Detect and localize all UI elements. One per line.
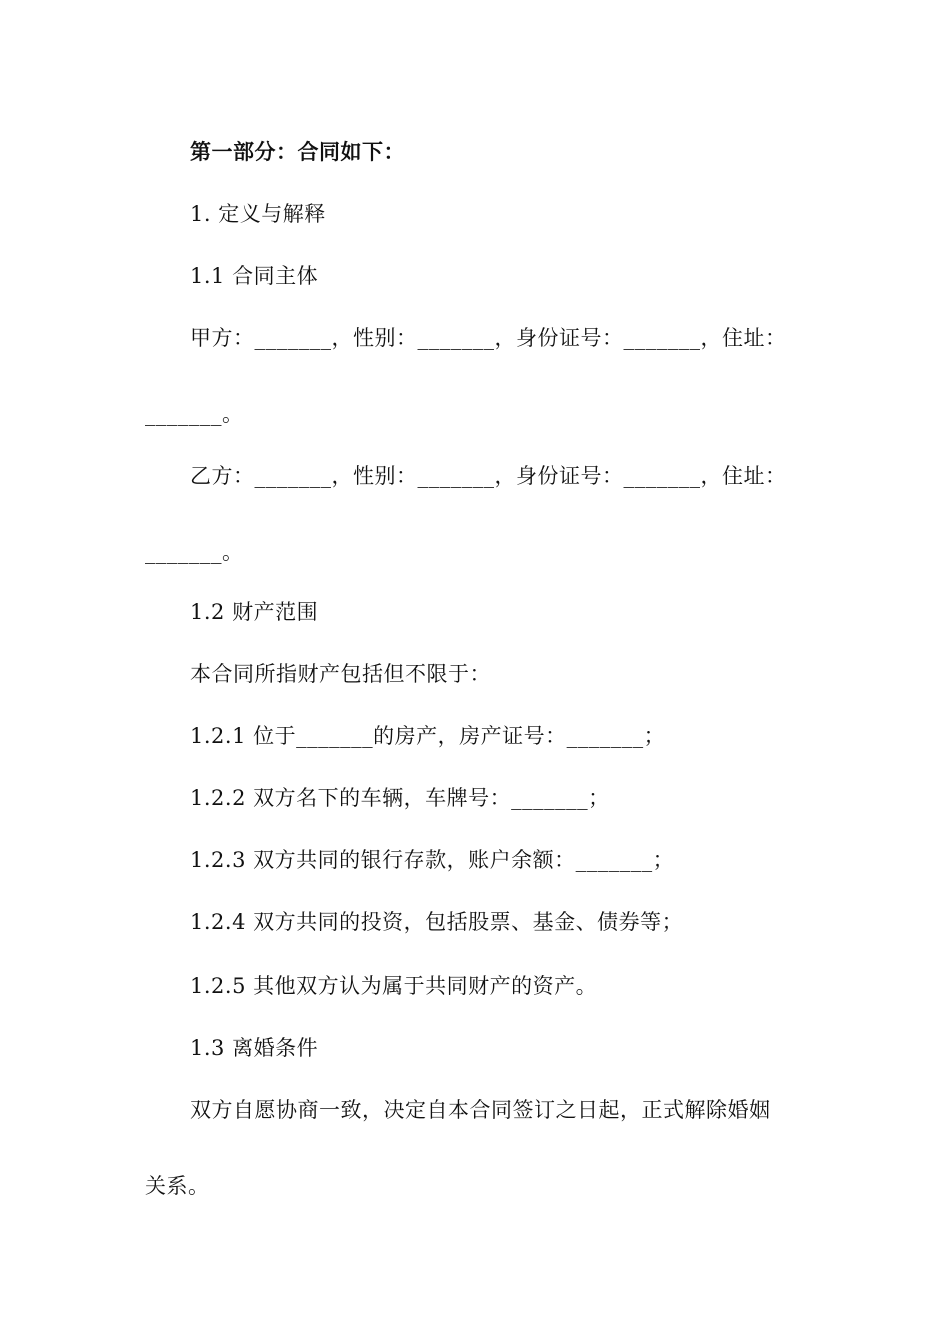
party-a-line-2: _______。 bbox=[145, 402, 244, 426]
property-item-1-2-4: 1.2.4 双方共同的投资，包括股票、基金、债券等； bbox=[190, 910, 684, 934]
divorce-text-line-2: 关系。 bbox=[145, 1174, 210, 1198]
property-intro: 本合同所指财产包括但不限于： bbox=[190, 662, 491, 686]
property-item-1-2-2: 1.2.2 双方名下的车辆，车牌号：_______； bbox=[190, 786, 610, 810]
part-heading: 第一部分：合同如下： bbox=[190, 139, 405, 164]
divorce-text-line-1: 双方自愿协商一致，决定自本合同签订之日起，正式解除婚姻 bbox=[190, 1098, 771, 1122]
property-item-1-2-3: 1.2.3 双方共同的银行存款，账户余额：_______； bbox=[190, 848, 675, 872]
party-b-line-1: 乙方：_______，性别：_______，身份证号：_______，住址： bbox=[190, 464, 787, 488]
section-1-title: 1. 定义与解释 bbox=[190, 202, 326, 226]
section-1-1-title: 1.1 合同主体 bbox=[190, 264, 319, 288]
section-1-3-title: 1.3 离婚条件 bbox=[190, 1036, 319, 1060]
property-item-1-2-1: 1.2.1 位于_______的房产，房产证号：_______； bbox=[190, 724, 666, 748]
property-item-1-2-5: 1.2.5 其他双方认为属于共同财产的资产。 bbox=[190, 974, 598, 998]
section-1-2-title: 1.2 财产范围 bbox=[190, 600, 319, 624]
party-a-line-1: 甲方：_______，性别：_______，身份证号：_______，住址： bbox=[190, 326, 787, 350]
party-b-line-2: _______。 bbox=[145, 540, 244, 564]
